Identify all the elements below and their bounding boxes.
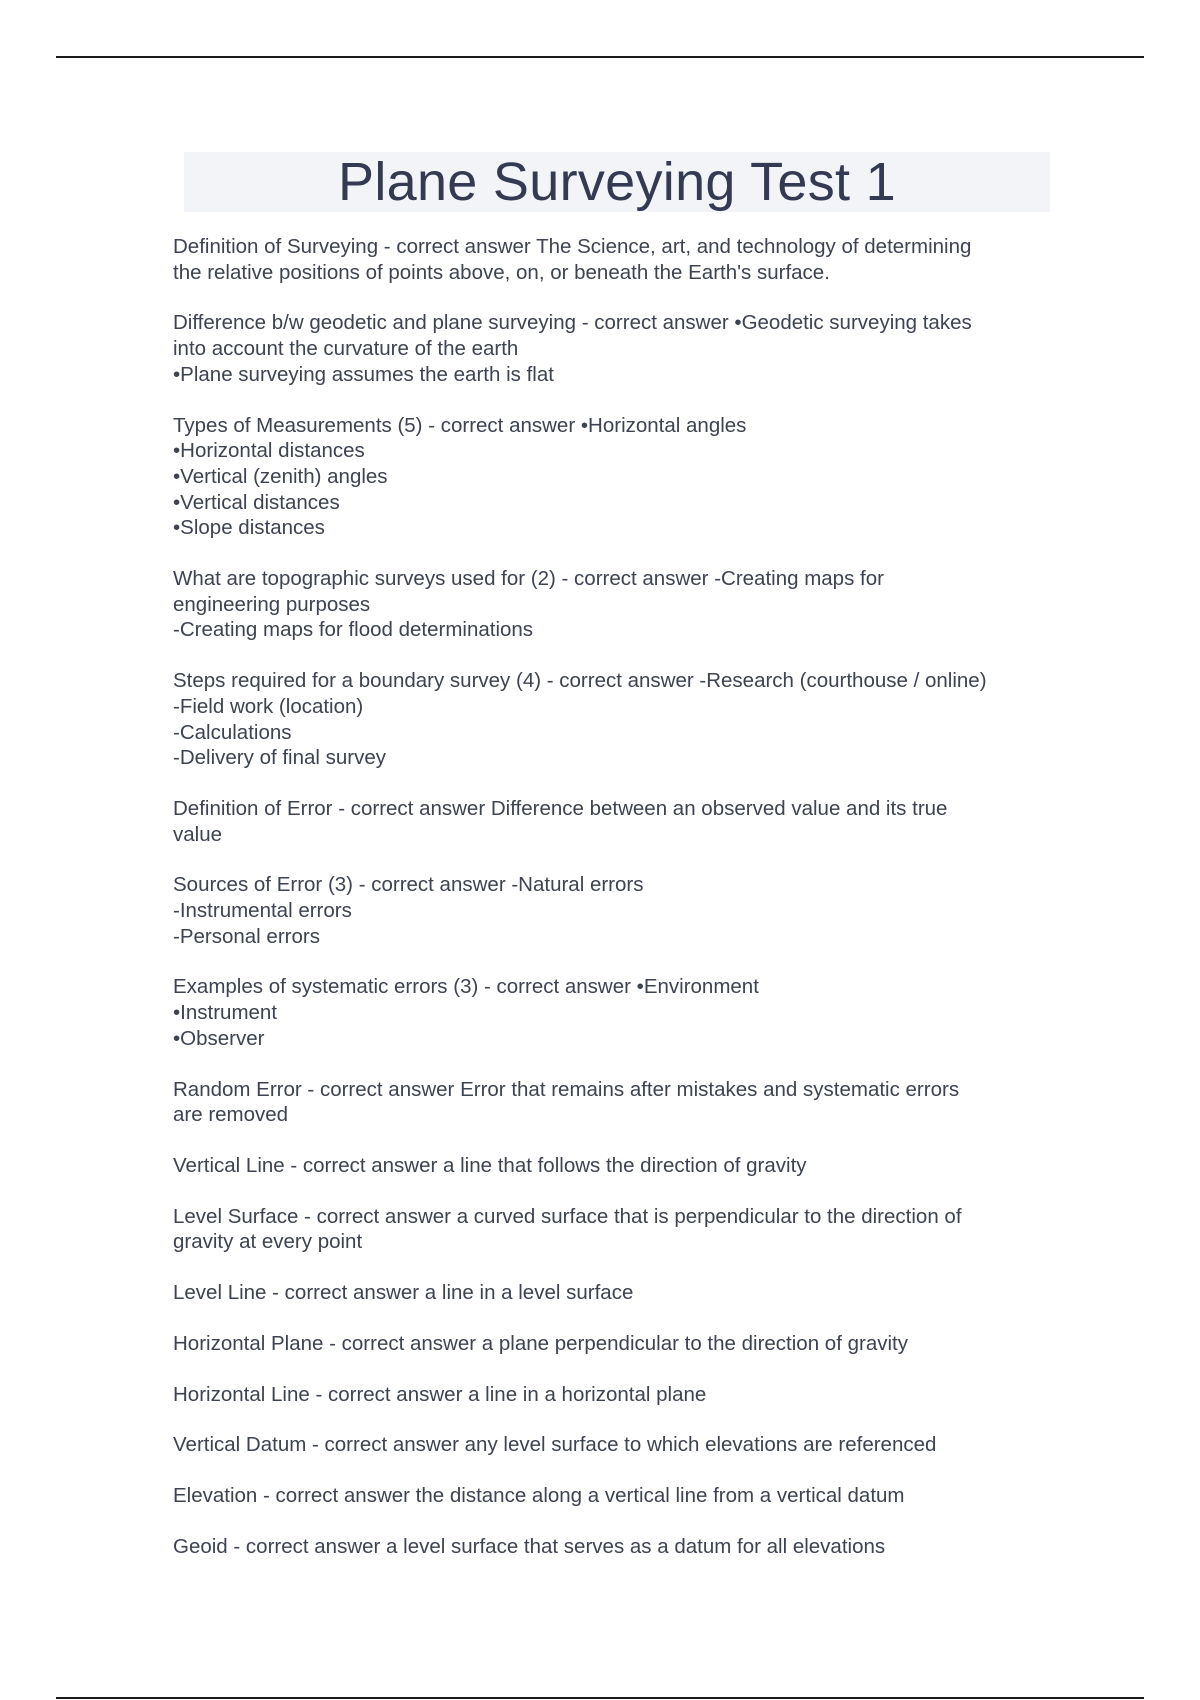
qa-line: Elevation - correct answer the distance along a vertical line from a vertical datum [173,1483,905,1507]
qa-line: Definition of Error - correct answer Difference between an observed value and its true [173,796,948,820]
qa-item [173,566,1073,643]
qa-item [173,234,1073,285]
qa-line: Random Error - correct answer Error that remains after mistakes and systematic errors [173,1077,960,1101]
bottom-rule [56,1697,1144,1699]
qa-line: gravity at every point [173,1230,363,1254]
qa-line: Difference b/w geodetic and plane surveying - correct answer •Geodetic surveying takes [173,311,972,335]
qa-line: -Delivery of final survey [173,746,387,770]
qa-line: •Plane surveying assumes the earth is flat [173,362,554,386]
qa-line: •Vertical (zenith) angles [173,464,388,488]
qa-line: -Personal errors [173,924,320,948]
qa-list [173,234,1073,1584]
qa-item [173,872,1073,949]
qa-item [173,413,1073,542]
qa-item [173,1432,1073,1458]
qa-item [173,1483,1073,1509]
qa-item [173,1534,1073,1560]
qa-line: •Slope distances [173,516,325,540]
qa-line: -Field work (location) [173,694,364,718]
qa-item [173,1280,1073,1306]
qa-line: -Instrumental errors [173,899,352,923]
qa-line: engineering purposes [173,592,371,616]
qa-item [173,668,1073,771]
qa-item [173,796,1073,847]
qa-item [173,310,1073,387]
qa-line: Geoid - correct answer a level surface that serves as a datum for all elevations [173,1534,886,1558]
qa-line: Sources of Error (3) - correct answer -Natural errors [173,873,644,897]
qa-line: value [173,822,223,846]
title-band [184,152,1050,212]
qa-line: Level Surface - correct answer a curved surface that is perpendicular to the direction of [173,1204,962,1228]
qa-item [173,1382,1073,1408]
qa-line: Level Line - correct answer a line in a level surface [173,1281,634,1305]
qa-line: the relative positions of points above, on, or beneath the Earth's surface. [173,260,830,284]
qa-line: •Horizontal distances [173,439,365,463]
qa-line: Definition of Surveying - correct answer The Science, art, and technology of determining [173,235,972,258]
qa-line: What are topographic surveys used for (2) - correct answer -Creating maps for [173,567,884,591]
qa-item [173,1077,1073,1128]
qa-line: Examples of systematic errors (3) - correct answer •Environment [173,975,759,999]
qa-line: -Calculations [173,720,292,744]
qa-line: Types of Measurements (5) - correct answer •Horizontal angles [173,413,747,437]
qa-line: Vertical Line - correct answer a line that follows the direction of gravity [173,1153,807,1177]
qa-line: Steps required for a boundary survey (4) - correct answer -Research (courthouse / online) [173,669,987,693]
qa-line: •Vertical distances [173,490,340,514]
qa-item [173,1331,1073,1357]
qa-line: into account the curvature of the earth [173,337,519,361]
qa-item [173,1153,1073,1179]
page-title: Plane Surveying Test 1 [338,152,896,212]
qa-line: Horizontal Line - correct answer a line in a horizontal plane [173,1382,707,1406]
qa-item [173,974,1073,1051]
qa-line: Vertical Datum - correct answer any level surface to which elevations are referenced [173,1433,937,1457]
qa-line: •Instrument [173,1001,278,1025]
top-rule [56,56,1144,58]
qa-line: •Observer [173,1026,265,1050]
qa-line: -Creating maps for flood determinations [173,618,534,642]
qa-line: Horizontal Plane - correct answer a plane perpendicular to the direction of gravity [173,1331,908,1355]
qa-line: are removed [173,1103,289,1127]
qa-item [173,1204,1073,1255]
